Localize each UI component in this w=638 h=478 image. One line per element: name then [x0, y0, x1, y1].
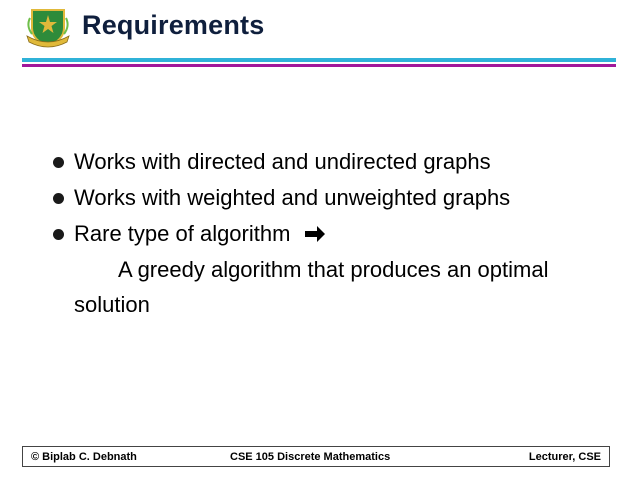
- right-arrow-icon: [303, 224, 327, 244]
- bullet-continuation: [50, 252, 620, 322]
- bullet-text: Works with weighted and unweighted graphs: [74, 185, 511, 210]
- bullet-dot-icon: [53, 229, 64, 240]
- bullet-item: [50, 144, 620, 180]
- continuation-line-2: solution: [74, 292, 150, 317]
- slide-title: Requirements: [82, 10, 265, 40]
- bullet-item: [50, 180, 620, 216]
- footer-course: CSE 105 Discrete Mathematics: [230, 451, 391, 463]
- bullet-dot-icon: [53, 157, 64, 168]
- bullet-dot-icon: [53, 193, 64, 204]
- footer-author: © Biplab C. Debnath: [31, 451, 137, 463]
- bullet-text: Works with directed and undirected graphs: [74, 149, 491, 174]
- bullet-text: Rare type of algorithm: [74, 221, 291, 246]
- continuation-line-1: A greedy algorithm that produces an optimal: [118, 257, 549, 282]
- bullet-list: [50, 144, 620, 322]
- footer-role: Lecturer, CSE: [528, 451, 601, 463]
- slide-footer: [22, 446, 610, 467]
- header-divider-cyan: [22, 58, 616, 62]
- university-logo-icon: [24, 6, 72, 50]
- header-divider-magenta: [22, 64, 616, 67]
- bullet-item: [50, 216, 620, 252]
